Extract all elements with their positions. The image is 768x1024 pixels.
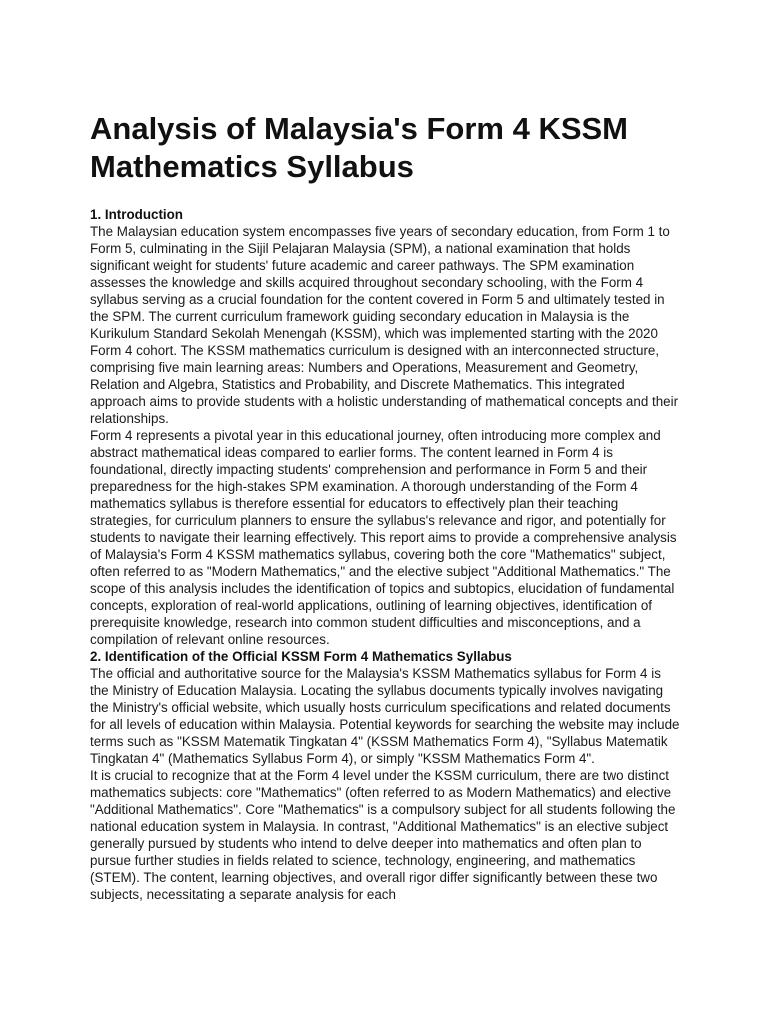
section-heading: 1. Introduction — [90, 207, 183, 222]
paragraph: The official and authoritative source for the Malaysia's KSSM Mathematics syllabus for Form 4 is the Ministry of Education Malaysia. Locating the syllabus documents typically involves navigating the Ministry's official website, which usually hosts curriculum specifications and related documents for all levels of education within Malaysia. Potential keywords for searching the website may include terms such as "KSSM Matematik Tingkatan 4" (KSSM Mathematics Form 4), "Syllabus Matematik Tingkatan 4" (Mathematics Syllabus Form 4), or simply "KSSM Mathematics Form 4". — [90, 666, 680, 766]
paragraph: The Malaysian education system encompasses five years of secondary education, from Form 1 to Form 5, culminating in the Sijil Pelajaran Malaysia (SPM), a national examination that holds significant weight for students' future academic and career pathways. The SPM examination assesses the knowledge and skills acquired throughout secondary schooling, with the Form 4 syllabus serving as a crucial foundation for the content covered in Form 5 and ultimately tested in the SPM. The current curriculum framework guiding secondary education in Malaysia is the Kurikulum Standard Sekolah Menengah (KSSM), which was implemented starting with the 2020 Form 4 cohort. The KSSM mathematics curriculum is designed with an interconnected structure, comprising five main learning areas: Numbers and Operations, Measurement and Geometry, Relation and Algebra, Statistics and Probability, and Discrete Mathematics. This integrated approach aims to provide students with a holistic understanding of mathematical concepts and their relationships. — [90, 224, 679, 426]
paragraph: It is crucial to recognize that at the Form 4 level under the KSSM curriculum, there are two distinct mathematics subjects: core "Mathematics" (often referred to as Modern Mathematics) and elective "Additional Mathematics". Core "Mathematics" is a compulsory subject for all students following the national education system in Malaysia. In contrast, "Additional Mathematics" is an elective subject generally pursued by students who intend to delve deeper into mathematics and often plan to pursue further studies in fields related to science, technology, engineering, and mathematics (STEM). The content, learning objectives, and overall rigor differ significantly between these two subjects, necessitating a separate analysis for each — [90, 768, 676, 902]
section-heading: 2. Identification of the Official KSSM Form 4 Mathematics Syllabus — [90, 649, 512, 664]
section-syllabus-identification — [90, 648, 680, 903]
document-body — [90, 110, 680, 903]
section-introduction — [90, 206, 680, 648]
paragraph: Form 4 represents a pivotal year in this educational journey, often introducing more complex and abstract mathematical ideas compared to earlier forms. The content learned in Form 4 is foundational, directly impacting students' comprehension and performance in Form 5 and their preparedness for the high-stakes SPM examination. A thorough understanding of the Form 4 mathematics syllabus is therefore essential for educators to effectively plan their teaching strategies, for curriculum planners to ensure the syllabus's relevance and rigor, and potentially for students to navigate their learning effectively. This report aims to provide a comprehensive analysis of Malaysia's Form 4 KSSM mathematics syllabus, covering both the core "Mathematics" subject, often referred to as "Modern Mathematics," and the elective subject "Additional Mathematics." The scope of this analysis includes the identification of topics and subtopics, elucidation of fundamental concepts, exploration of real-world applications, outlining of learning objectives, identification of prerequisite knowledge, research into common student difficulties and misconceptions, and a compilation of relevant online resources. — [90, 428, 677, 647]
document-title: Analysis of Malaysia's Form 4 KSSM Mathematics Syllabus — [90, 111, 629, 184]
